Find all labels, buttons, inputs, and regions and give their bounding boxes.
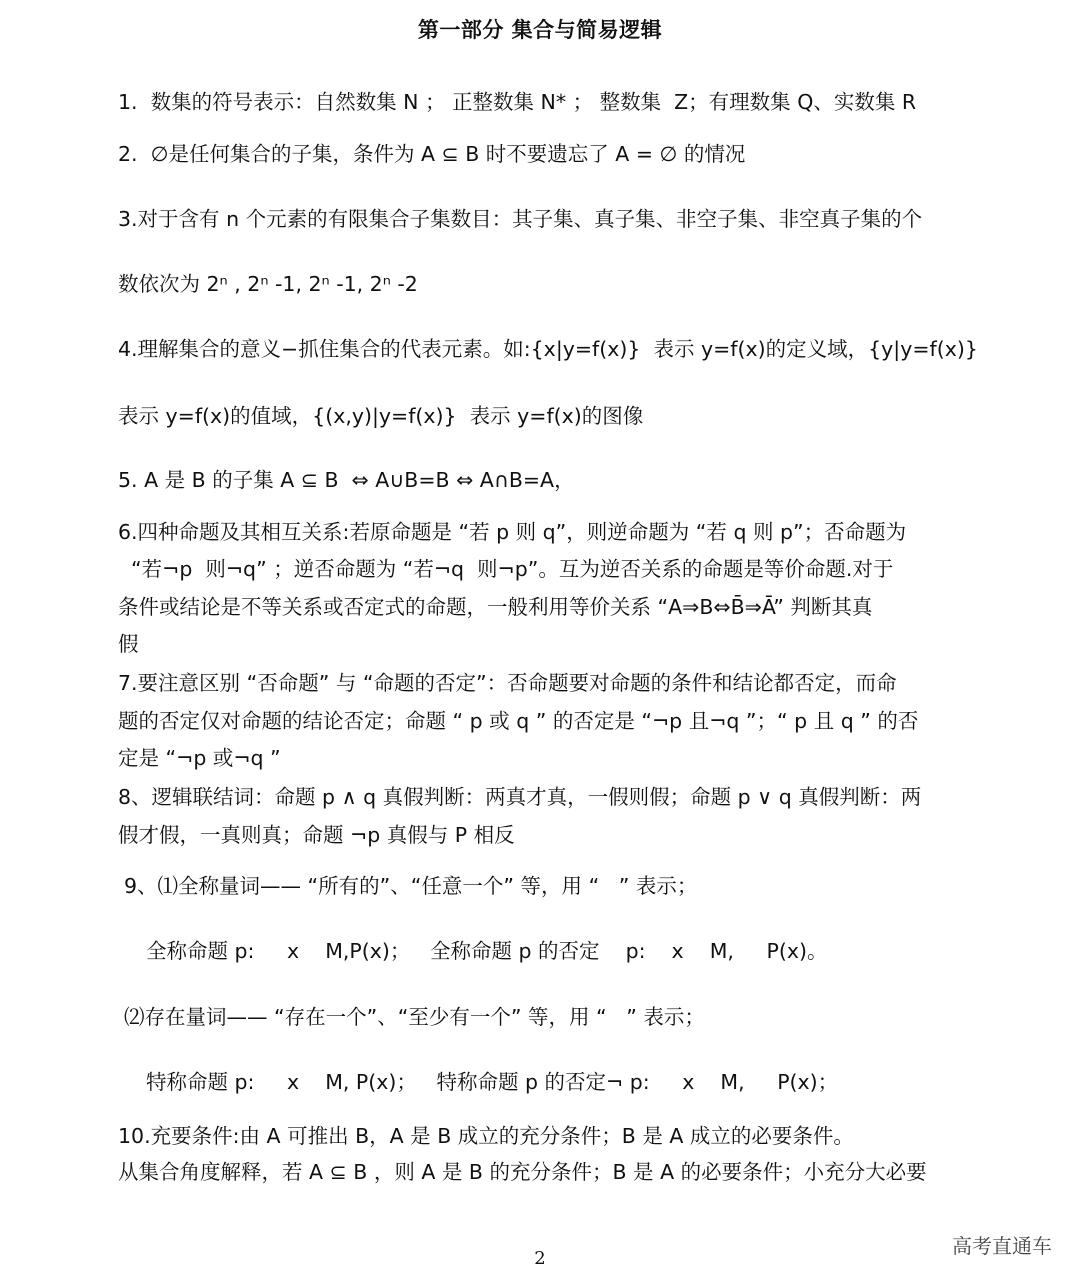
text-line-18: 全称命题 p: x M,P(x)； 全称命题 p 的否定 p: x M, P(x)。: [146, 939, 828, 963]
section-title: 第一部分 集合与简易逻辑: [417, 18, 663, 42]
text-line-11: 假: [118, 632, 139, 656]
text-line-17: 9、⑴全称量词—— “所有的”、“任意一个” 等，用 “ ” 表示；: [124, 874, 698, 898]
text-line-20: 特称命题 p: x M, P(x)； 特称命题 p 的否定¬ p: x M, P(x)；: [146, 1070, 839, 1094]
text-line-15: 8、逻辑联结词：命题 p ∧ q 真假判断：两真才真，一假则假；命题 p ∨ q 真假判断：两: [118, 785, 922, 809]
text-line-7: 5. A 是 B 的子集 A ⊆ B ⇔ A∪B=B ⇔ A∩B=A，: [118, 468, 575, 492]
text-line-13: 题的否定仅对命题的结论否定；命题 “ p 或 q ” 的否定是 “¬p 且¬q ”；“ p 且 q ” 的否: [118, 709, 919, 733]
text-line-14: 定是 “¬p 或¬q ”: [118, 746, 281, 770]
text-line-10: 条件或结论是不等关系或否定式的命题，一般利用等价关系 “A⇒B⇔B̄⇒Ā” 判断其真: [118, 595, 873, 619]
text-line-3: 3.对于含有 n 个元素的有限集合子集数目：其子集、真子集、非空子集、非空真子集的个: [118, 207, 923, 231]
text-line-9: “若¬p 则¬q” ；逆否命题为 “若¬q 则¬p”。互为逆否关系的命题是等价命题.对于: [118, 557, 894, 581]
text-line-21: 10.充要条件:由 A 可推出 B，A 是 B 成立的充分条件；B 是 A 成立的必要条件。: [118, 1124, 854, 1148]
text-line-19: ⑵存在量词—— “存在一个”、“至少有一个” 等，用 “ ” 表示；: [124, 1005, 705, 1029]
watermark: 高考直通车: [952, 1234, 1052, 1258]
text-line-4: 数依次为 2ⁿ , 2ⁿ -1, 2ⁿ -1, 2ⁿ -2: [118, 272, 418, 296]
text-line-12: 7.要注意区别 “否命题” 与 “命题的否定”：否命题要对命题的条件和结论都否定，而命: [118, 671, 897, 695]
text-line-8: 6.四种命题及其相互关系:若原命题是 “若 p 则 q”，则逆命题为 “若 q 则 p”；否命题为: [118, 520, 907, 544]
text-line-16: 假才假，一真则真；命题 ¬p 真假与 P 相反: [118, 823, 515, 847]
text-line-5: 4.理解集合的意义−抓住集合的代表元素。如:{x|y=f(x)} 表示 y=f(x)的定义域，{y|y=f(x)}: [118, 337, 978, 361]
page-number: 2: [534, 1248, 546, 1269]
text-line-6: 表示 y=f(x)的值域，{(x,y)|y=f(x)} 表示 y=f(x)的图像: [118, 404, 644, 428]
text-line-1: 1. 数集的符号表示：自然数集 N ； 正整数集 N* ； 整数集 Z；有理数集 Q、实数集 R: [118, 90, 917, 114]
text-line-2: 2. ∅是任何集合的子集，条件为 A ⊆ B 时不要遗忘了 A = ∅ 的情况: [118, 142, 746, 166]
text-line-22: 从集合角度解释，若 A ⊆ B ，则 A 是 B 的充分条件；B 是 A 的必要条件；小充分大必要: [118, 1160, 927, 1184]
